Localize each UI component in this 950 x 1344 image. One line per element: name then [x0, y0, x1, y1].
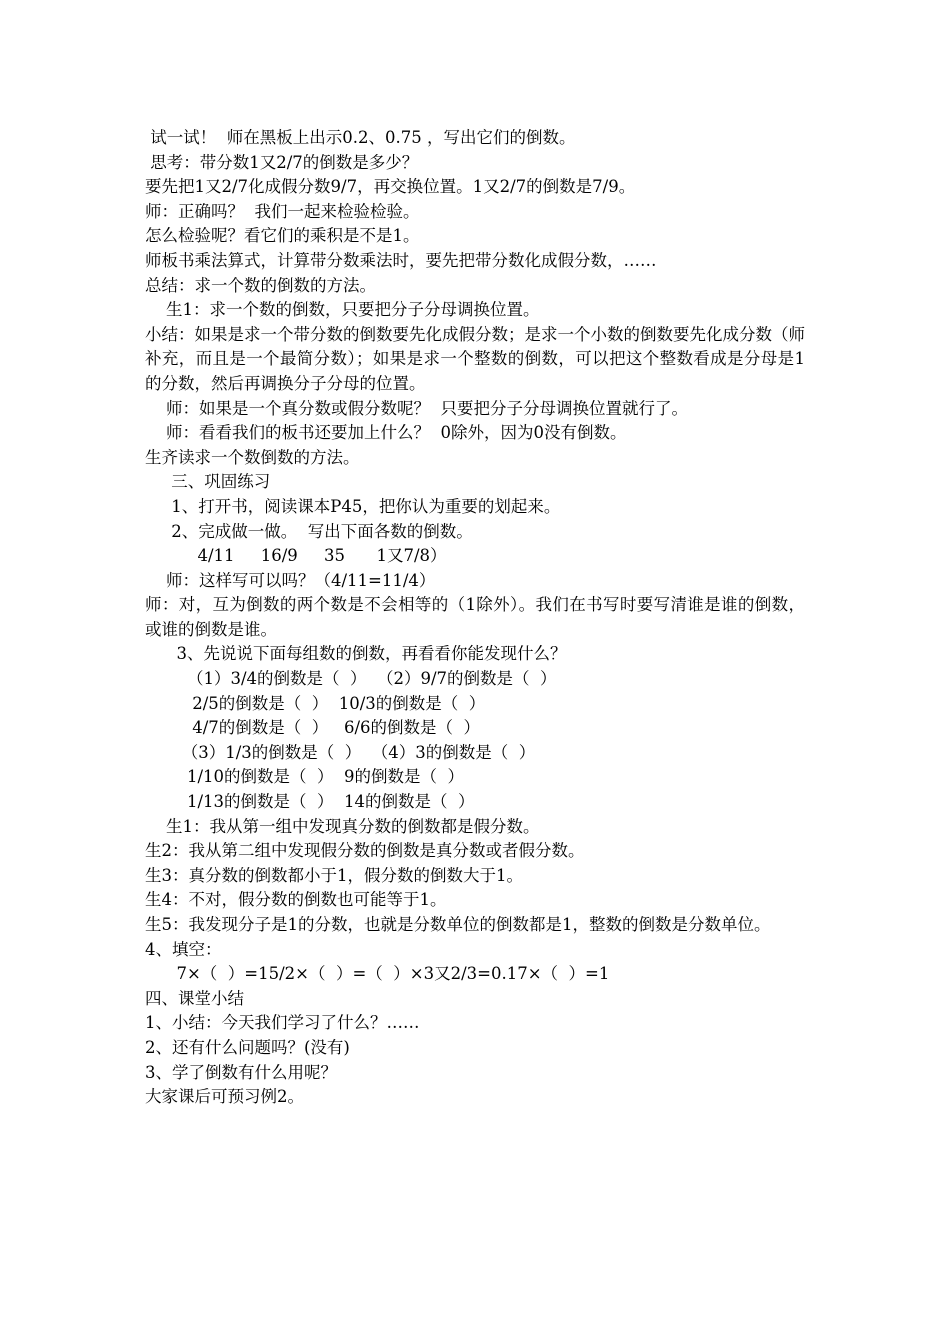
- text-line: 4/11 16/9 35 1又7/8）: [145, 546, 447, 566]
- text-line: 生4：不对，假分数的倒数也可能等于1。: [145, 890, 447, 910]
- text-line: 1/13的倒数是（ ） 14的倒数是（ ）: [145, 792, 475, 812]
- text-paragraph: 师：对，互为倒数的两个数是不会相等的（1除外）。我们在书写时要写清谁是谁的倒数，或谁的倒数是谁。: [145, 595, 805, 639]
- lesson-text: [145, 126, 805, 1110]
- text-line: 生3：真分数的倒数都小于1，假分数的倒数大于1。: [145, 865, 523, 885]
- text-line: 思考：带分数1又2/7的倒数是多少？: [145, 152, 419, 172]
- text-line: 总结：求一个数的倒数的方法。: [145, 275, 376, 295]
- text-line: 4/7的倒数是（ ） 6/6的倒数是（ ）: [145, 718, 481, 738]
- text-line: 生1：我从第一组中发现真分数的倒数都是假分数。: [145, 816, 540, 836]
- section-heading: 四、课堂小结: [145, 988, 244, 1008]
- text-line: 4、填空：: [145, 939, 222, 959]
- text-line: 1、打开书，阅读课本P45，把你认为重要的划起来。: [145, 496, 561, 516]
- text-line: 试一试！ 师在黑板上出示0.2、0.75 ，写出它们的倒数。: [145, 128, 576, 147]
- text-line: 师：看看我们的板书还要加上什么？ 0除外，因为0没有倒数。: [145, 423, 627, 443]
- text-line: 1、小结：今天我们学习了什么？……: [145, 1013, 420, 1033]
- section-heading: 三、巩固练习: [145, 472, 271, 492]
- text-line: 3、学了倒数有什么用呢？: [145, 1062, 337, 1082]
- text-line: （3）1/3的倒数是（ ） （4）3的倒数是（ ）: [145, 742, 536, 762]
- text-line: 师：如果是一个真分数或假分数呢？ 只要把分子分母调换位置就行了。: [145, 398, 688, 418]
- text-line: 要先把1又2/7化成假分数9/7，再交换位置。1又2/7的倒数是7/9。: [145, 177, 636, 197]
- text-paragraph: 小结：如果是求一个带分数的倒数要先化成假分数；是求一个小数的倒数要先化成分数（师补充，而且是一个最简分数）；如果是求一个整数的倒数，可以把这个整数看成是分母是1的分数，然后再调换分子分母的位置。: [145, 324, 805, 393]
- text-line: 师板书乘法算式，计算带分数乘法时，要先把带分数化成假分数，……: [145, 250, 657, 270]
- text-line: 生1：求一个数的倒数，只要把分子分母调换位置。: [145, 300, 540, 320]
- text-line: （1）3/4的倒数是（ ） （2）9/7的倒数是（ ）: [145, 669, 557, 689]
- text-line: 师：正确吗？ 我们一起来检验检验。: [145, 201, 420, 221]
- text-line: 生齐读求一个数倒数的方法。: [145, 447, 360, 467]
- text-line: 怎么检验呢？看它们的乘积是不是1。: [145, 226, 420, 246]
- text-line: 生2：我从第二组中发现假分数的倒数是真分数或者假分数。: [145, 841, 585, 861]
- text-line: 大家课后可预习例2。: [145, 1087, 304, 1107]
- text-line: 7×（ ）=15/2×（ ）=（ ）×3又2/3=0.17×（ ）=1: [145, 964, 610, 984]
- text-line: 2/5的倒数是（ ） 10/3的倒数是（ ）: [145, 693, 486, 713]
- text-line: 1/10的倒数是（ ） 9的倒数是（ ）: [145, 767, 464, 787]
- text-line: 师：这样写可以吗？（4/11=11/4）: [145, 570, 436, 590]
- text-line: 2、完成做一做。 写出下面各数的倒数。: [145, 521, 473, 541]
- text-line: 2、还有什么问题吗？(没有): [145, 1037, 350, 1057]
- text-line: 3、先说说下面每组数的倒数，再看看你能发现什么？: [145, 644, 567, 664]
- text-paragraph: 生5：我发现分子是1的分数，也就是分数单位的倒数都是1，整数的倒数是分数单位。: [145, 915, 771, 934]
